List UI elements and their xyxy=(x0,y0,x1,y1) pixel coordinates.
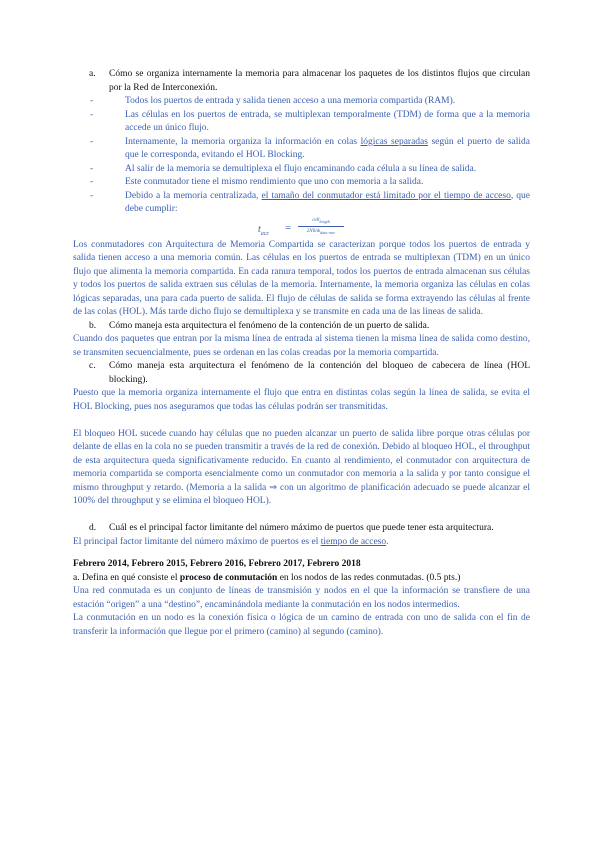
question-d xyxy=(73,522,530,536)
document-page xyxy=(73,68,530,639)
question-number: b. xyxy=(89,320,97,331)
access-time-formula: $t_{acc}$ = cell$_{length}$ 2Nlink$_{data rate}$ xyxy=(73,217,530,239)
question-2a: a. Defina en qué consiste el proceso de conmutación en los nodos de las redes conmutadas. (0.5 pts.) xyxy=(73,572,461,583)
list-item: - Internamente, la memoria organiza la información en colas lógicas separadas según el puerto de salida que le corresponda, evitando el HOL Blocking. xyxy=(90,136,530,160)
question-c xyxy=(73,360,530,387)
underlined-text: lógicas separadas xyxy=(360,136,428,147)
exam-heading: Febrero 2014, Febrero 2015, Febrero 2016, Febrero 2017, Febrero 2018 xyxy=(73,559,361,569)
list-item: - Todos los puertos de entrada y salida tienen acceso a una memoria compartida (RAM). xyxy=(90,96,456,106)
answer-paragraph: Los conmutadores con Arquitectura de Memoria Compartida se caracterizan porque todos los puertos de entrada y salida tienen acceso a una memoria común. Las células en los puertos de entrada se multiplexan (TDM) en un único flujo que alimenta la memoria compartida. En cada ranura temporal, todos los puertos de entrada almacenan sus células y todos los puertos de salida extraen sus células de la memoria. Internamente, la memoria organiza las células en colas lógicas separadas, una para cada puerto de salida. El flujo de células de salida se forma extrayendo las células al frente de las colas (HOL). Más tarde dicho flujo se demultiplexa y se transmite en cada una de las líneas de salida. xyxy=(73,239,530,317)
question-number: d. xyxy=(89,523,97,533)
question-number: a. xyxy=(89,69,96,79)
answer-paragraph: El bloqueo HOL sucede cuando hay células que no pueden alcanzar un puerto de salida libre porque otras células por delante de ellas en la cola no se pueden transmitir a través de la red de conexión. Debido al bloqueo HOL, el throughput de esta arquitectura queda significativamente reducido. En cuanto al rendimiento, el conmutador con arquitectura de memoria compartida se comporta esencialmente como un conmutador con memoria a la salida y por tanto consigue el mismo throughput y retardo. (Memoria a la salida ⇒ con un algoritmo de planificación adecuado se puede alcanzar el 100% del throughput y se elimina el bloqueo HOL). xyxy=(73,428,530,506)
question-text: Cómo maneja esta arquitectura el fenómeno de la contención del bloqueo de cabecera de línea (HOL blocking). xyxy=(109,361,530,385)
question-text: Cuál es el principal factor limitante del número máximo de puertos que puede tener esta arquitectura. xyxy=(109,523,494,533)
underlined-text: tiempo de acceso xyxy=(320,536,387,547)
list-item: - Debido a la memoria centralizada, el tamaño del conmutador está limitado por el tiempo de acceso, que debe cumplir: xyxy=(90,190,531,214)
list-item: - Este conmutador tiene el mismo rendimiento que uno con memoria a la salida. xyxy=(90,177,424,187)
question-b xyxy=(73,320,530,334)
question-text: Cómo se organiza internamente la memoria para almacenar los paquetes de los distintos flujos que circulan por la Red de Interconexión. xyxy=(109,69,530,93)
answer-bullet-list xyxy=(73,95,530,217)
question-number: c. xyxy=(89,361,96,371)
list-item: - Al salir de la memoria se demultiplexa el flujo encaminando cada célula a su línea de salida. xyxy=(90,163,477,174)
underlined-text: el tamaño del conmutador está limitado por el tiempo de acceso xyxy=(261,190,511,201)
question-text: Cómo maneja esta arquitectura el fenómeno de la contención de un puerto de salida. xyxy=(109,320,430,331)
answer-paragraph: Cuando dos paquetes que entran por la misma línea de entrada al sistema tienen la misma línea de salida como destino, se transmiten secuencialmente, pues se ordenan en las colas creadas por la memoria compartida. xyxy=(73,334,530,358)
question-a xyxy=(73,68,530,95)
list-item: - Las células en los puertos de entrada, se multiplexan temporalmente (TDM) de forma que a la memoria accede un único flujo. xyxy=(90,109,530,133)
answer-paragraph: La conmutación en un nodo es la conexión física o lógica de un camino de entrada con uno de salida con el fin de transferir la información que llegue por el primero (camino) al segundo (camino). xyxy=(73,613,530,637)
answer-paragraph: Puesto que la memoria organiza internamente el flujo que entra en distintas colas según la línea de salida, se evita el HOL Blocking, pues nos aseguramos que todas las células podrán ser transmitidas. xyxy=(73,388,530,412)
answer-paragraph: Una red conmutada es un conjunto de líneas de transmisión y nodos en el que la información se transfiere de una estación “origen” a una “destino”, encaminándola mediante la conmutación en los nodos intermedios. xyxy=(73,586,530,610)
answer-paragraph: El principal factor limitante del número máximo de puertos es el tiempo de acceso. xyxy=(73,536,389,547)
